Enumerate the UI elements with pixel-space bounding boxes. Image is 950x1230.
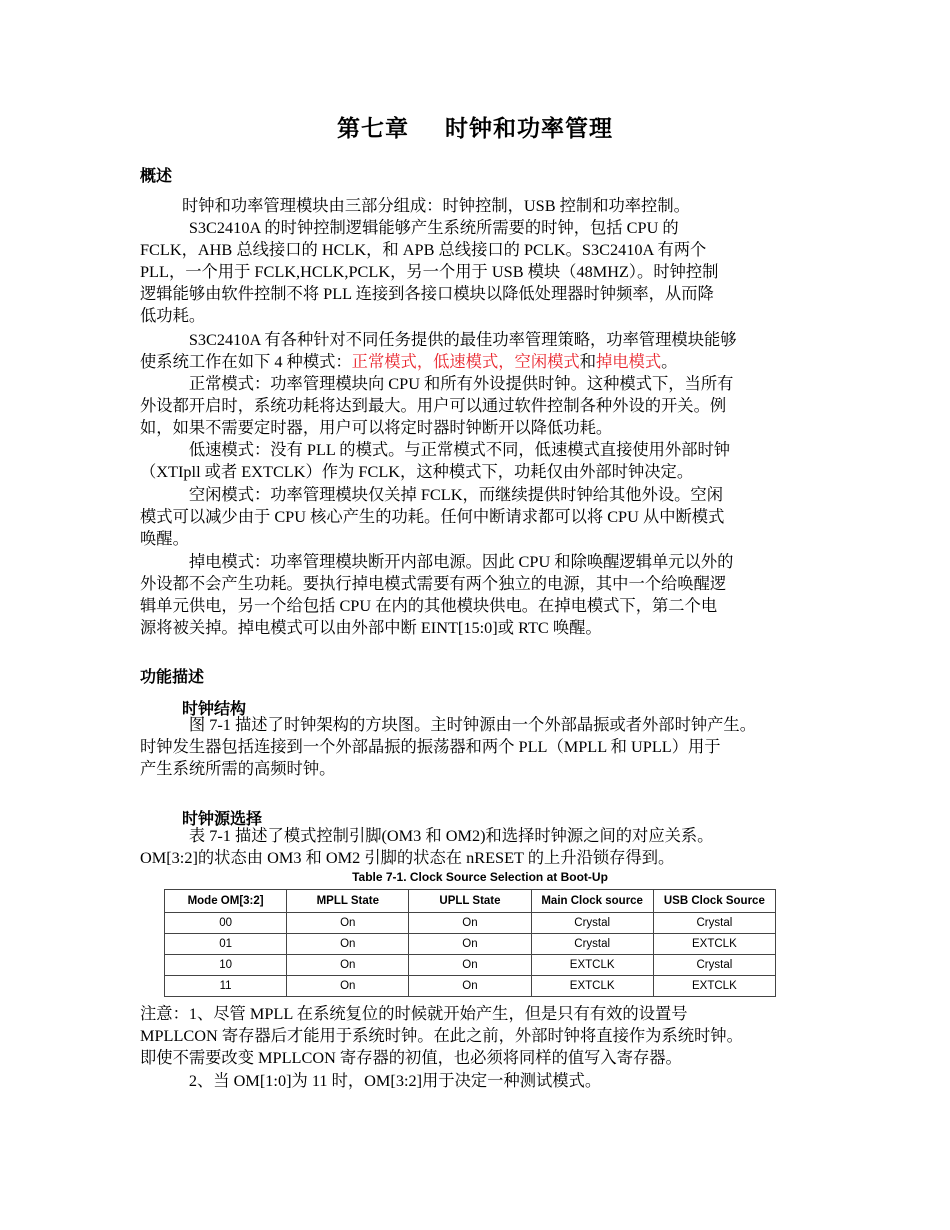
mode-separator: ，: [416, 352, 434, 371]
paragraph-3-prefix: S3C2410A 有各种针对不同任务提供的最佳功率管理策略，功率管理模块能够 使系统工作在如下 4 种模式：: [140, 330, 737, 371]
table-cell: Crystal: [653, 955, 775, 976]
clock-structure-paragraph: 图 7-1 描述了时钟架构的方块图。主时钟源由一个外部晶振或者外部时钟产生。 时钟发生器包括连接到一个外部晶振的振荡器和两个 PLL（MPLL 和 UPLL）用于 产生系统所需的高频时钟。: [140, 715, 756, 778]
chapter-number: 第七章: [337, 116, 409, 142]
mode-power-off: 掉电模式: [595, 352, 662, 371]
chapter-name: 时钟和功率管理: [445, 116, 613, 142]
table-row: [165, 934, 776, 955]
header-mode: Mode OM[3:2]: [165, 890, 287, 913]
table-row: [165, 913, 776, 934]
overview-paragraph-6: 空闲模式：功率管理模块仅关掉 FCLK，而继续提供时钟给其他外设。空闲 模式可以减少由于 CPU 核心产生的功耗。任何中断请求都可以将 CPU 从中断模式 唤醒。: [140, 485, 725, 548]
table-cell: 10: [165, 955, 287, 976]
table-cell: EXTCLK: [653, 976, 775, 997]
overview-paragraph-2: S3C2410A 的时钟控制逻辑能够产生系统所需要的时钟，包括 CPU 的 FCLK，AHB 总线接口的 HCLK，和 APB 总线接口的 PCLK。S3C2410A 有两个 PLL，一个用于 FCLK,HCLK,PCLK，另一个用于 USB 模块（48MHZ）。时钟控制 逻辑能够由软件控制不将 PLL 连接到各接口模块以降低处理器时钟频率，从而降 低功耗。: [140, 218, 719, 325]
table-cell: EXTCLK: [531, 976, 653, 997]
table-row: [165, 976, 776, 997]
table-cell: On: [287, 913, 409, 934]
note-2: 2、当 OM[1:0]为 11 时，OM[3:2]用于决定一种测试模式。: [140, 1071, 602, 1090]
table-cell: On: [287, 976, 409, 997]
table-row: [165, 955, 776, 976]
table-caption: Table 7-1. Clock Source Selection at Boot-Up: [352, 870, 608, 884]
overview-paragraph-4: 正常模式：功率管理模块向 CPU 和所有外设提供时钟。这种模式下，当所有 外设都开启时，系统功耗将达到最大。用户可以通过软件控制各种外设的开关。例 如，如果不需要定时器，用户可以将定时器时钟断开以降低功耗。: [140, 374, 734, 437]
table-cell: 11: [165, 976, 287, 997]
overview-paragraph-3: [140, 329, 820, 373]
table-cell: 00: [165, 913, 287, 934]
overview-paragraph-5: 低速模式：没有 PLL 的模式。与正常模式不同，低速模式直接使用外部时钟 （XTIpll 或者 EXTCLK）作为 FCLK，这种模式下，功耗仅由外部时钟决定。: [140, 440, 731, 481]
table-cell: On: [287, 955, 409, 976]
table-cell: On: [409, 976, 531, 997]
overview-paragraph-1: 时钟和功率管理模块由三部分组成：时钟控制，USB 控制和功率控制。: [182, 196, 690, 215]
clock-structure-heading: 时钟结构: [182, 699, 247, 718]
function-heading: 功能描述: [140, 667, 205, 686]
header-mpll-state: MPLL State: [287, 890, 409, 913]
clock-source-heading: 时钟源选择: [182, 809, 263, 828]
table-cell: On: [409, 913, 531, 934]
header-upll-state: UPLL State: [409, 890, 531, 913]
header-usb-clock-source: USB Clock Source: [653, 890, 775, 913]
table-header-row: [165, 890, 776, 913]
header-main-clock-source: Main Clock source: [531, 890, 653, 913]
mode-separator: ，: [498, 352, 515, 371]
mode-separator: 和: [579, 352, 596, 371]
clock-source-table: [164, 889, 776, 997]
table-cell: On: [287, 934, 409, 955]
overview-paragraph-7: 掉电模式：功率管理模块断开内部电源。因此 CPU 和除唤醒逻辑单元以外的 外设都不会产生功耗。要执行掉电模式需要有两个独立的电源，其中一个给唤醒逻 辑单元供电，另一个给包括 CPU 在内的其他模块供电。在掉电模式下，第二个电 源将被关掉。掉电模式可以由外部中断 EINT[15:0]或 RTC 唤醒。: [140, 552, 734, 637]
table-cell: Crystal: [531, 913, 653, 934]
chapter-title: [0, 110, 950, 143]
clock-source-paragraph: 表 7-1 描述了模式控制引脚(OM3 和 OM2)和选择时钟源之间的对应关系。 OM[3:2]的状态由 OM3 和 OM2 引脚的状态在 nRESET 的上升沿锁存得到。: [140, 826, 714, 867]
table-cell: Crystal: [531, 934, 653, 955]
table-cell: Crystal: [653, 913, 775, 934]
overview-heading: 概述: [140, 166, 173, 185]
mode-slow: 低速模式: [433, 352, 499, 371]
table-cell: EXTCLK: [653, 934, 775, 955]
mode-normal: 正常模式: [351, 352, 417, 371]
note-1: 注意：1、尽管 MPLL 在系统复位的时候就开始产生，但是只有有效的设置号 MPLLCON 寄存器后才能用于系统时钟。在此之前，外部时钟将直接作为系统时钟。 即使不需要改变 MPLLCON 寄存器的初值，也必须将同样的值写入寄存器。: [140, 1004, 743, 1067]
table-cell: 01: [165, 934, 287, 955]
mode-idle: 空闲模式: [514, 352, 580, 371]
paragraph-3-suffix: 。: [661, 352, 678, 371]
table-cell: On: [409, 934, 531, 955]
table-cell: On: [409, 955, 531, 976]
table-cell: EXTCLK: [531, 955, 653, 976]
